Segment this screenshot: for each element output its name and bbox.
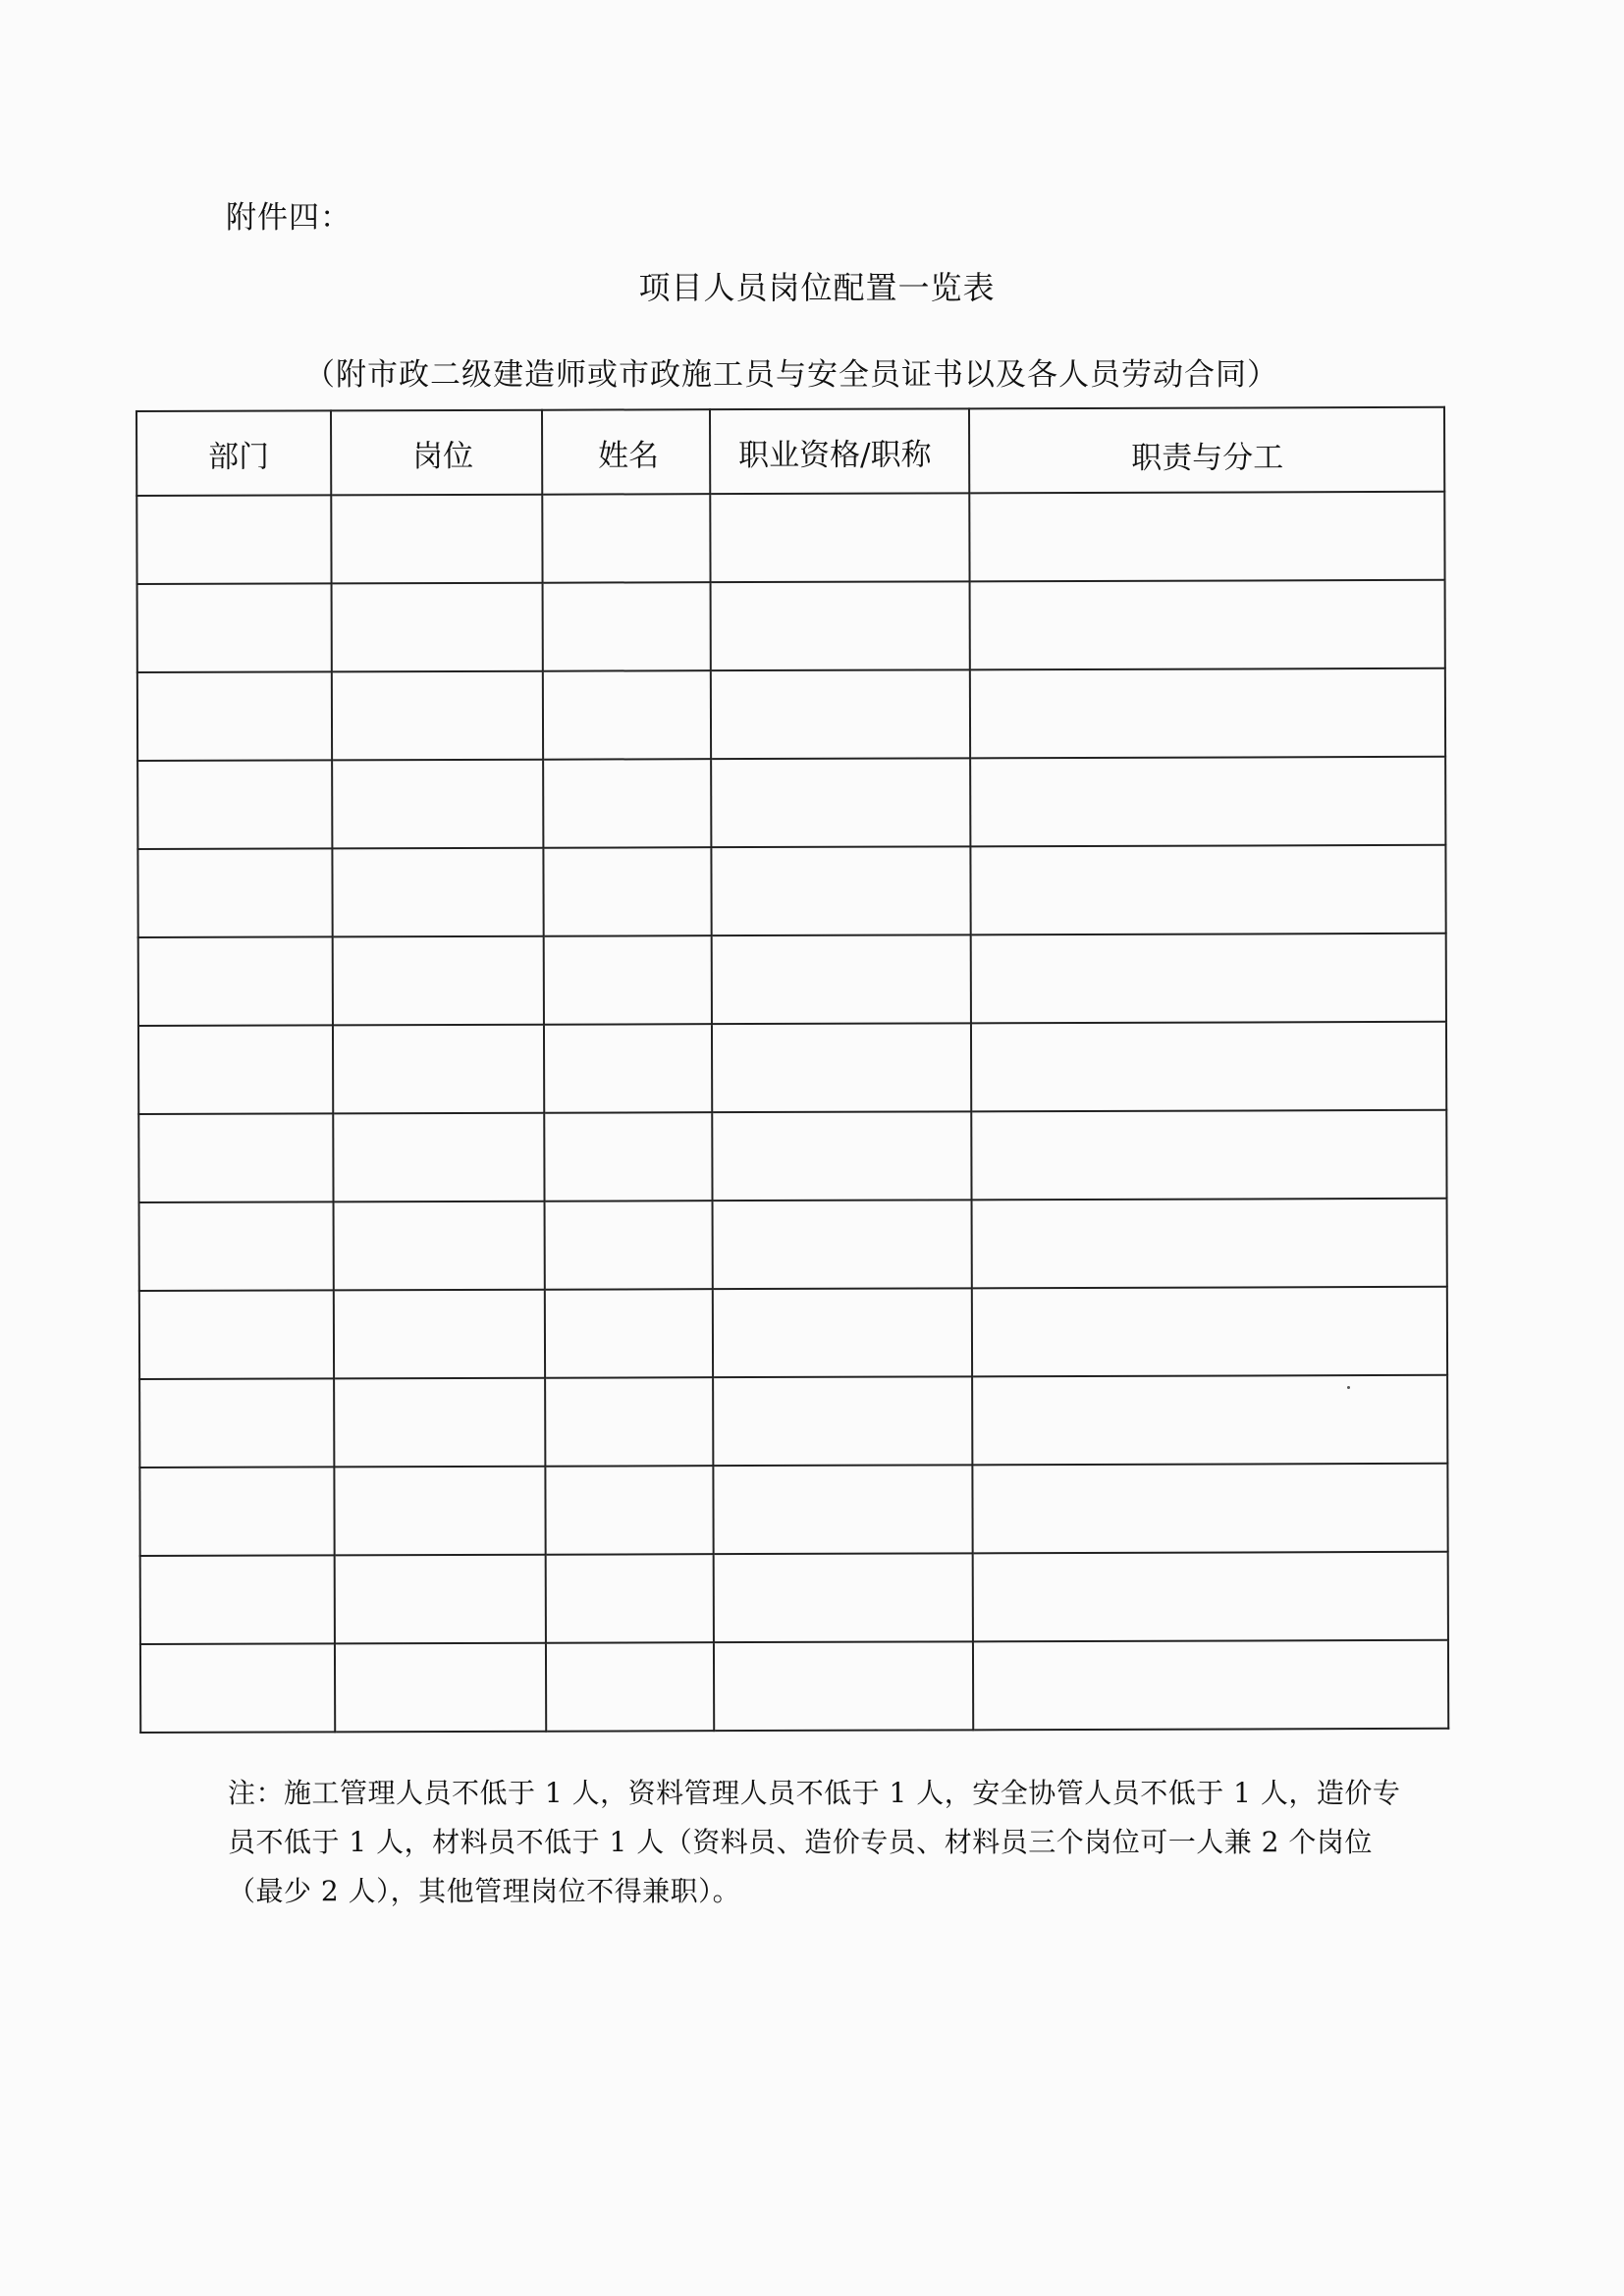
cell-department xyxy=(139,1201,334,1291)
cell-name xyxy=(544,1024,712,1113)
cell-department xyxy=(137,583,332,672)
cell-duties xyxy=(970,668,1445,759)
cell-qualification xyxy=(712,1111,971,1201)
table-row xyxy=(137,845,1445,937)
cell-duties xyxy=(970,757,1445,847)
table-row xyxy=(136,492,1444,584)
table-row xyxy=(139,1199,1447,1291)
table-row xyxy=(139,1287,1447,1379)
cell-department xyxy=(136,495,331,584)
table-row xyxy=(139,1464,1447,1556)
table-body xyxy=(136,492,1448,1733)
cell-name xyxy=(545,1377,713,1467)
table-row xyxy=(140,1552,1448,1644)
cell-department xyxy=(140,1555,335,1644)
cell-department xyxy=(137,671,332,761)
table-header-row xyxy=(136,407,1444,496)
staff-position-table xyxy=(135,406,1449,1734)
cell-duties xyxy=(969,492,1444,582)
cell-duties xyxy=(972,1287,1447,1377)
cell-duties xyxy=(973,1640,1448,1731)
cell-name xyxy=(545,1289,713,1378)
cell-name xyxy=(543,847,711,936)
header-qualification xyxy=(710,408,969,494)
cell-department xyxy=(139,1290,334,1379)
cell-department xyxy=(137,848,332,937)
header-duties-label: 职责与分工 xyxy=(1131,439,1284,476)
table-row xyxy=(137,757,1445,849)
header-position xyxy=(331,410,542,496)
table-row xyxy=(138,934,1446,1026)
cell-qualification xyxy=(711,669,970,759)
cell-department xyxy=(138,1025,333,1114)
cell-position xyxy=(334,1290,545,1379)
cell-position xyxy=(332,583,543,672)
cell-qualification xyxy=(710,493,969,582)
cell-duties xyxy=(971,1110,1446,1201)
cell-department xyxy=(138,936,333,1026)
cell-name xyxy=(544,935,712,1025)
cell-position xyxy=(334,1467,545,1556)
cell-qualification xyxy=(711,758,970,847)
cell-qualification xyxy=(712,1023,971,1112)
header-position-label: 岗位 xyxy=(412,438,474,474)
cell-department xyxy=(139,1467,334,1556)
cell-name xyxy=(544,1112,712,1201)
table-row xyxy=(139,1375,1447,1468)
cell-duties xyxy=(973,1552,1448,1642)
header-name-label: 姓名 xyxy=(598,437,660,474)
cell-name xyxy=(543,670,711,760)
document-title: 项目人员岗位配置一览表 xyxy=(638,269,996,306)
cell-position xyxy=(331,495,542,584)
cell-duties xyxy=(970,580,1445,670)
cell-duties xyxy=(972,1464,1447,1554)
cell-name xyxy=(542,494,710,583)
document-subtitle: （附市政二级建造师或市政施工员与安全员证书以及各人员劳动合同） xyxy=(304,357,1278,393)
scan-speck xyxy=(1347,1386,1350,1389)
cell-position xyxy=(333,1025,544,1114)
header-department-label: 部门 xyxy=(208,439,270,475)
cell-name xyxy=(543,759,711,848)
header-department xyxy=(136,410,331,496)
cell-duties xyxy=(971,934,1446,1024)
cell-position xyxy=(332,671,543,761)
cell-duties xyxy=(972,1375,1447,1466)
cell-name xyxy=(546,1642,714,1732)
cell-position xyxy=(334,1378,545,1468)
cell-duties xyxy=(971,1022,1446,1112)
cell-name xyxy=(543,582,711,671)
cell-qualification xyxy=(713,1288,972,1377)
table-row xyxy=(137,580,1445,672)
cell-qualification xyxy=(712,934,971,1024)
footnote: 注：施工管理人员不低于 1 人，资料管理人员不低于 1 人，安全协管人员不低于 1 人，造价专员不低于 1 人，材料员不低于 1 人（资料员、造价专员、材料员三个岗位可一人兼 2 个岗位（最少 2 人），其他管理岗位不得兼职）。 xyxy=(228,1777,1401,1907)
header-qualification-label: 职业资格/职称 xyxy=(738,436,932,473)
cell-duties xyxy=(972,1199,1447,1289)
table-row xyxy=(138,1022,1446,1114)
cell-qualification xyxy=(714,1553,973,1642)
cell-position xyxy=(334,1201,545,1291)
cell-qualification xyxy=(711,581,970,670)
cell-name xyxy=(546,1554,714,1643)
header-duties xyxy=(969,407,1444,494)
cell-position xyxy=(333,936,544,1026)
table-row xyxy=(138,1110,1446,1202)
table-row xyxy=(137,668,1445,761)
cell-department xyxy=(140,1643,335,1733)
cell-qualification xyxy=(713,1465,972,1554)
cell-department xyxy=(138,1113,333,1202)
cell-name xyxy=(545,1201,713,1290)
annex-label: 附件四： xyxy=(226,200,352,236)
cell-qualification xyxy=(714,1641,973,1731)
cell-duties xyxy=(970,845,1445,935)
cell-qualification xyxy=(713,1200,972,1289)
cell-qualification xyxy=(711,846,970,935)
cell-position xyxy=(332,848,543,937)
cell-position xyxy=(332,760,543,849)
header-name xyxy=(542,409,710,495)
cell-qualification xyxy=(713,1376,972,1466)
cell-name xyxy=(545,1466,713,1555)
cell-department xyxy=(139,1378,334,1468)
cell-position xyxy=(335,1643,546,1733)
cell-position xyxy=(333,1113,544,1202)
cell-department xyxy=(137,760,332,849)
cell-position xyxy=(335,1555,546,1644)
table-row xyxy=(140,1640,1448,1733)
